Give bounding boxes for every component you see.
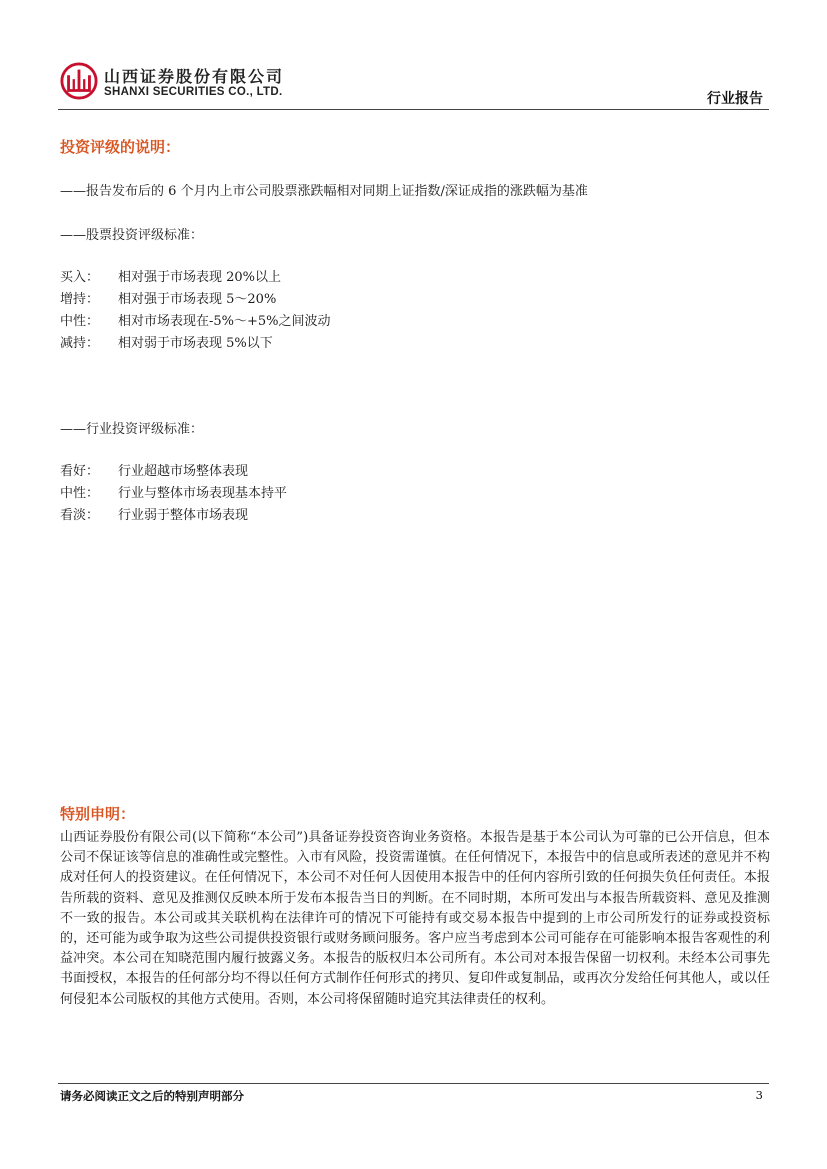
- industry-rating-heading: ——行业投资评级标准：: [60, 422, 204, 437]
- disclaimer-title: 特别申明：: [60, 805, 136, 823]
- rating-description: 相对强于市场表现 20%以上: [118, 270, 282, 285]
- industry-rating-row: [60, 460, 248, 479]
- rating-description: 相对弱于市场表现 5%以下: [118, 336, 273, 351]
- rating-description: 相对市场表现在-5%～+5%之间波动: [118, 314, 331, 329]
- rating-label: 看好：: [60, 464, 100, 479]
- industry-rating-row: [60, 482, 287, 501]
- header-divider: [58, 109, 769, 110]
- stock-rating-row: [60, 288, 276, 307]
- page-header: [0, 0, 827, 110]
- rating-label: 买入：: [60, 270, 100, 285]
- rating-intro: ——报告发布后的 6 个月内上市公司股票涨跌幅相对同期上证指数/深证成指的涨跌幅为基准: [60, 184, 588, 199]
- rating-label: 中性：: [60, 486, 100, 501]
- rating-description: 行业超越市场整体表现: [118, 464, 249, 479]
- report-type: 行业报告: [707, 91, 763, 107]
- rating-description: 行业弱于整体市场表现: [118, 508, 249, 523]
- stock-rating-row: [60, 310, 331, 329]
- company-name-en: SHANXI SECURITIES CO., LTD.: [104, 86, 283, 98]
- rating-description: 行业与整体市场表现基本持平: [118, 486, 288, 501]
- footer-divider: [58, 1083, 769, 1084]
- rating-label: 增持：: [60, 292, 100, 307]
- rating-label: 看淡：: [60, 508, 100, 523]
- company-name-cn: 山西证券股份有限公司: [104, 67, 285, 86]
- rating-label: 减持：: [60, 336, 100, 351]
- company-logo-icon: [60, 62, 98, 100]
- stock-rating-heading: ——股票投资评级标准：: [60, 228, 204, 243]
- disclaimer-body: 山西证券股份有限公司(以下简称“本公司”)具备证券投资咨询业务资格。本报告是基于本公司认为可靠的已公开信息，但本公司不保证该等信息的准确性或完整性。入市有风险，投资需谨慎。在任何情况下，本报告中的信息或所表述的意见并不构成对任何人的投资建议。在任何情况下，本公司不对任何人因使用本报告中的任何内容所引致的任何损失负任何责任。本报告所载的资料、意见及推测仅反映本所于发布本报告当日的判断。在不同时期，本所可发出与本报告所载资料、意见及推测不一致的报告。本公司或其关联机构在法律许可的情况下可能持有或交易本报告中提到的上市公司所发行的证券或投资标的，还可能为或争取为这些公司提供投资银行或财务顾问服务。客户应当考虑到本公司可能存在可能影响本报告客观性的利益冲突。本公司在知晓范围内履行披露义务。本报告的版权归本公司所有。本公司对本报告保留一切权利。未经本公司事先书面授权，本报告的任何部分均不得以任何方式制作任何形式的拷贝、复印件或复制品，或再次分发给任何其他人，或以任何侵犯本公司版权的其他方式使用。否则，本公司将保留随时追究其法律责任的权利。: [60, 830, 770, 1007]
- page-number: 3: [755, 1088, 763, 1102]
- stock-rating-row: [60, 266, 281, 285]
- rating-label: 中性：: [60, 314, 100, 329]
- industry-rating-row: [60, 504, 248, 523]
- footer-note: 请务必阅读正文之后的特别声明部分: [60, 1089, 244, 1103]
- rating-description: 相对强于市场表现 5～20%: [118, 292, 277, 307]
- rating-section-title: 投资评级的说明：: [60, 138, 181, 156]
- stock-rating-row: [60, 332, 273, 351]
